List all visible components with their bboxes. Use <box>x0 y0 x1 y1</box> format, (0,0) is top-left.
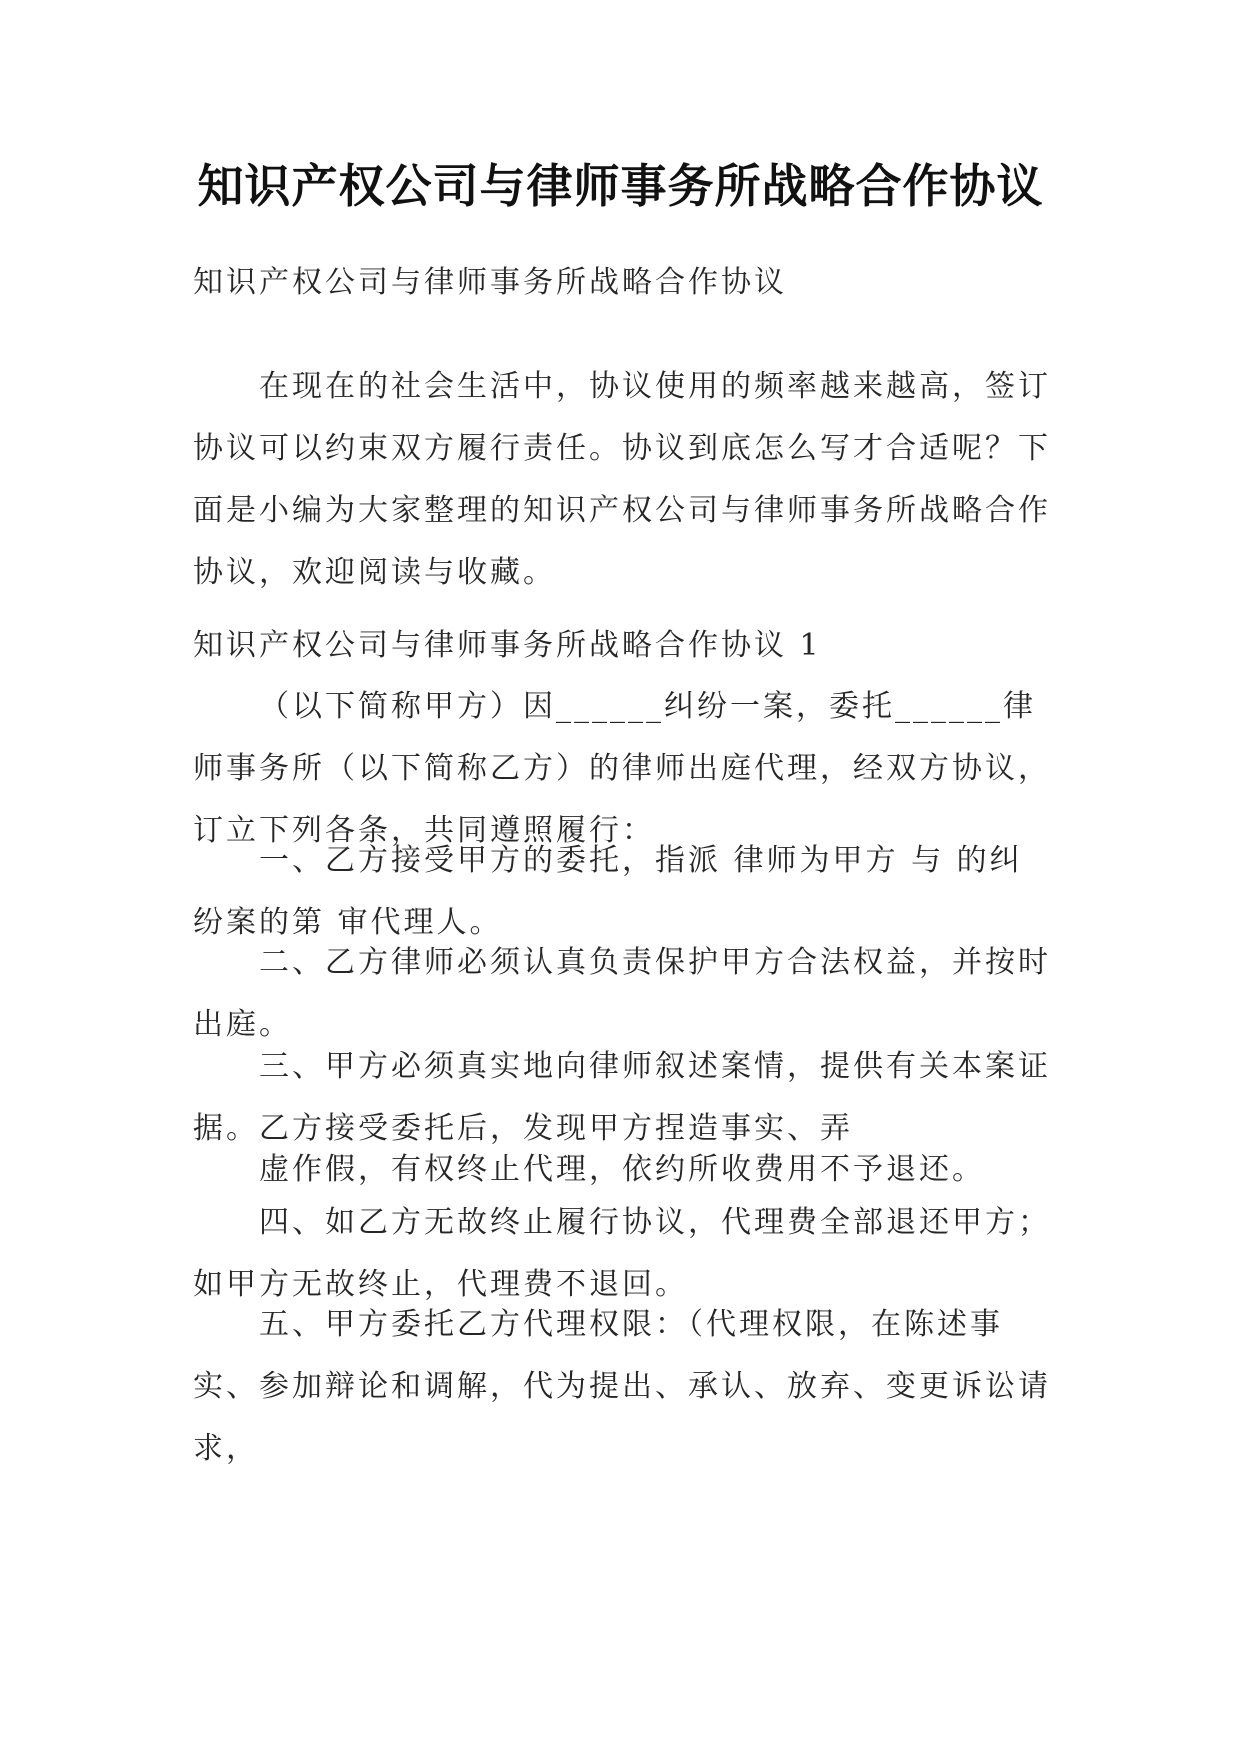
section-heading: 知识产权公司与律师事务所战略合作协议 1 <box>193 628 822 663</box>
document-title: 知识产权公司与律师事务所战略合作协议 <box>197 159 1044 213</box>
clause-2: 二、乙方律师必须认真负责保护甲方合法权益，并按时出庭。 <box>193 945 1051 1042</box>
clause-3-continued: 虚作假，有权终止代理，依约所收费用不予退还。 <box>259 1152 985 1187</box>
clause-5: 五、甲方委托乙方代理权限：（代理权限，在陈述事实、参加辩论和调解，代为提出、承认、放弃、变更诉讼请求， <box>193 1307 1051 1466</box>
clause-1: 一、乙方接受甲方的委托，指派 律师为甲方 与 的纠纷案的第 审代理人。 <box>193 843 1023 940</box>
preamble-paragraph: （以下简称甲方）因______纠纷一案，委托______律师事务所（以下简称乙方）的律师出庭代理，经双方协议，订立下列各条，共同遵照履行： <box>193 689 1051 848</box>
intro-paragraph: 在现在的社会生活中，协议使用的频率越来越高，签订协议可以约束双方履行责任。协议到底怎么写才合适呢？下面是小编为大家整理的知识产权公司与律师事务所战略合作协议，欢迎阅读与收藏。 <box>193 369 1051 590</box>
document-subtitle: 知识产权公司与律师事务所战略合作协议 <box>193 265 787 300</box>
clause-4: 四、如乙方无故终止履行协议，代理费全部退还甲方；如甲方无故终止，代理费不退回。 <box>193 1205 1051 1302</box>
clause-3: 三、甲方必须真实地向律师叙述案情，提供有关本案证据。乙方接受委托后，发现甲方捏造事实、弄 <box>193 1049 1051 1146</box>
